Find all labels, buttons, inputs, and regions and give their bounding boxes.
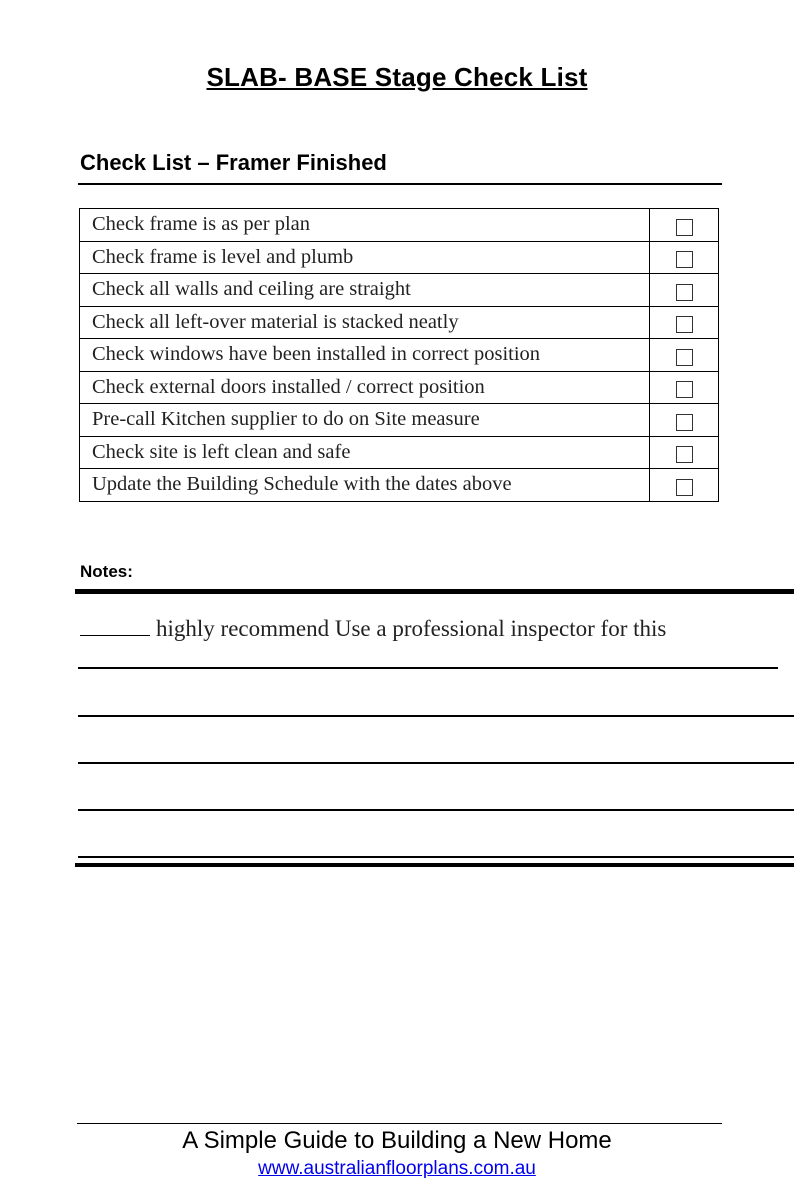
notes-line[interactable]: [78, 809, 794, 811]
checklist-item-label: Check frame is as per plan: [80, 209, 650, 242]
checklist-checkbox-cell: [650, 371, 719, 404]
notes-top-rule: [75, 589, 794, 594]
checklist-checkbox-cell: [650, 209, 719, 242]
checklist-checkbox-cell: [650, 339, 719, 372]
checklist-row: [80, 274, 719, 307]
checklist-item-label: Check windows have been installed in correct position: [80, 339, 650, 372]
checklist-row: [80, 209, 719, 242]
checklist-checkbox-cell: [650, 404, 719, 437]
checklist-item-label: Update the Building Schedule with the dates above: [80, 469, 650, 502]
checklist-row: [80, 241, 719, 274]
checklist-row: [80, 339, 719, 372]
checklist-row: [80, 436, 719, 469]
notes-label: Notes:: [80, 562, 133, 581]
notes-bottom-rule: [75, 863, 794, 867]
checklist-item-label: Pre-call Kitchen supplier to do on Site measure: [80, 404, 650, 437]
footer-link[interactable]: www.australianfloorplans.com.au: [258, 1158, 536, 1179]
checklist-item-label: Check all walls and ceiling are straight: [80, 274, 650, 307]
checklist-row: [80, 371, 719, 404]
notes-line[interactable]: [78, 762, 794, 764]
checkbox[interactable]: [676, 219, 693, 236]
checkbox[interactable]: [676, 446, 693, 463]
notes-text: highly recommend Use a professional inspector for this: [156, 616, 667, 641]
footer-divider: [77, 1123, 722, 1124]
checkbox[interactable]: [676, 349, 693, 366]
notes-blank[interactable]: [80, 617, 150, 636]
checklist-checkbox-cell: [650, 306, 719, 339]
checkbox[interactable]: [676, 414, 693, 431]
checklist-checkbox-cell: [650, 469, 719, 502]
checkbox[interactable]: [676, 479, 693, 496]
checklist-checkbox-cell: [650, 436, 719, 469]
checkbox[interactable]: [676, 251, 693, 268]
section-divider: [78, 183, 722, 185]
checklist-row: [80, 404, 719, 437]
footer-title: A Simple Guide to Building a New Home: [182, 1127, 612, 1154]
checklist-item-label: Check all left-over material is stacked neatly: [80, 306, 650, 339]
checkbox[interactable]: [676, 284, 693, 301]
checklist-item-label: Check external doors installed / correct position: [80, 371, 650, 404]
checklist-item-label: Check site is left clean and safe: [80, 436, 650, 469]
checklist-row: [80, 306, 719, 339]
checkbox[interactable]: [676, 381, 693, 398]
checklist-table: [79, 208, 719, 502]
notes-line[interactable]: [78, 715, 794, 717]
checklist-checkbox-cell: [650, 241, 719, 274]
notes-line[interactable]: [78, 856, 794, 858]
page-title: SLAB- BASE Stage Check List: [206, 62, 588, 92]
section-heading: Check List – Framer Finished: [80, 150, 387, 175]
notes-line[interactable]: [78, 667, 778, 669]
checklist-item-label: Check frame is level and plumb: [80, 241, 650, 274]
checklist-row: [80, 469, 719, 502]
checklist-checkbox-cell: [650, 274, 719, 307]
checkbox[interactable]: [676, 316, 693, 333]
notes-text-line: [80, 616, 666, 642]
